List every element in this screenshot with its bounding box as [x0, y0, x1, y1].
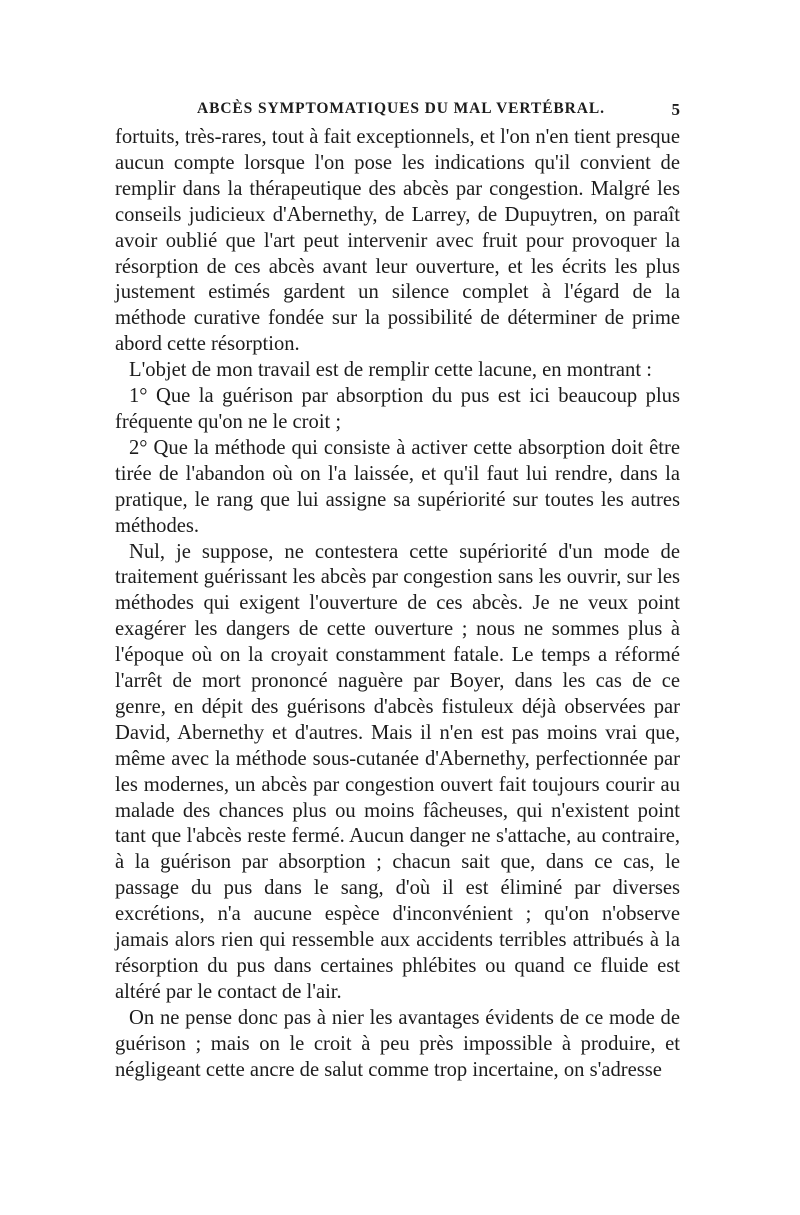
paragraph-objet: L'objet de mon travail est de remplir cette lacune, en montrant :: [129, 359, 652, 382]
paragraph-continuation: fortuits, très-rares, tout à fait exceptionnels, et l'on n'en tient presque aucun compte lorsque l'on pose les indications qu'il convient de remplir dans la thérapeutique des abcès par congestion. Malgré les conseils judicieux d'Abernethy, de Larrey, de Dupuytren, on paraît avoir oublié que l'art peut intervenir avec fruit pour provoquer la résorption de ces abcès avant leur ouverture, et les écrits les plus justement estimés gardent un silence complet à l'égard de la méthode curative fondée sur la possibilité de déterminer de prime abord cette résorption.: [115, 126, 680, 356]
paragraph-point-2: 2° Que la méthode qui consiste à activer cette absorption doit être tirée de l'abandon où on l'a laissée, et qu'il faut lui rendre, dans la pratique, le rang que lui assigne sa supériorité sur toutes les autres méthodes.: [115, 436, 680, 537]
running-head-title: ABCÈS SYMPTOMATIQUES DU MAL VERTÉBRAL.: [197, 100, 605, 117]
paragraph-point-1: 1° Que la guérison par absorption du pus est ici beaucoup plus fréquente qu'on ne le croit ;: [115, 385, 680, 433]
page-number: 5: [671, 100, 680, 119]
paragraph-on-ne-pense: On ne pense donc pas à nier les avantages évidents de ce mode de guérison ; mais on le croit à peu près impossible à produire, et négligeant cette ancre de salut comme trop incertaine, on s'adresse: [115, 1006, 680, 1081]
running-head: [115, 100, 680, 122]
body-text: [115, 125, 680, 1084]
paragraph-nul: Nul, je suppose, ne contestera cette supériorité d'un mode de traitement guérissant les abcès par congestion sans les ouvrir, sur les méthodes qui exigent l'ouverture de ces abcès. Je ne veux point exagérer les dangers de cette ouverture ; nous ne sommes plus à l'époque où on la croyait constamment fatale. Le temps a réformé l'arrêt de mort prononcé naguère par Boyer, dans les cas de ce genre, en dépit des guérisons d'abcès fistuleux déjà observées par David, Abernethy et d'autres. Mais il n'en est pas moins vrai que, même avec la méthode sous-cutanée d'Abernethy, perfectionnée par les modernes, un abcès par congestion ouvert fait toujours courir au malade des chances plus ou moins fâcheuses, qui n'existent point tant que l'abcès reste fermé. Aucun danger ne s'attache, au contraire, à la guérison par absorption ; chacun sait que, dans ce cas, le passage du pus dans le sang, d'où il est éliminé par diverses excrétions, n'a aucune espèce d'inconvénient ; qu'on n'observe jamais alors rien qui ressemble aux accidents terribles attribués à la résorption du pus dans certaines phlébites ou quand ce fluide est altéré par le contact de l'air.: [115, 540, 680, 1003]
